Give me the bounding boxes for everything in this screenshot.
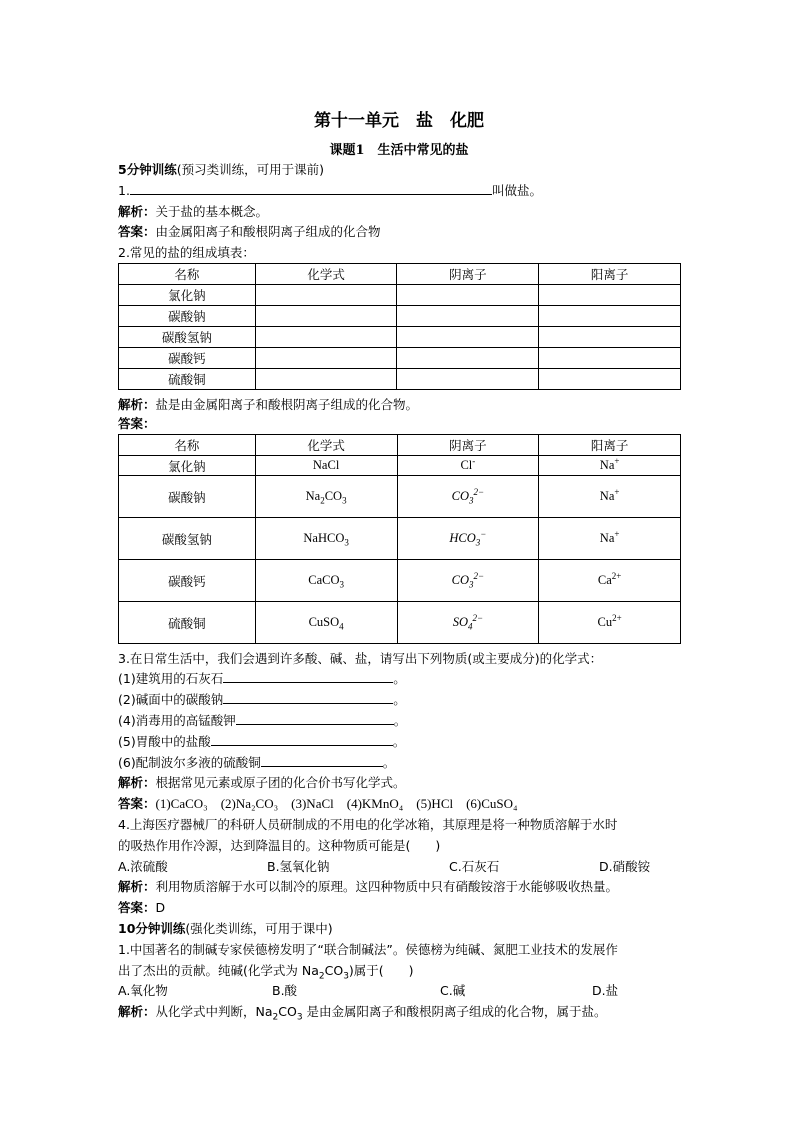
name-cell: 碳酸钙 bbox=[119, 348, 256, 369]
q3-answer bbox=[118, 794, 518, 813]
analysis-label: 解析： bbox=[118, 397, 156, 412]
formula-cell: $Na_2CO_3$ bbox=[255, 476, 397, 518]
fill-cell[interactable] bbox=[397, 348, 539, 369]
option-a: A.氧化物 bbox=[118, 983, 168, 998]
cation-cell: Na+ bbox=[539, 476, 681, 518]
section-heading-bold: 5分钟训练 bbox=[118, 162, 177, 177]
name-cell: 硫酸铜 bbox=[119, 369, 256, 390]
fill-cell[interactable] bbox=[397, 285, 539, 306]
q2-answer-label bbox=[118, 414, 156, 433]
name-cell: 碳酸钠 bbox=[119, 306, 256, 327]
q2-analysis bbox=[118, 395, 418, 414]
analysis-label: 解析： bbox=[118, 879, 156, 894]
q3-item: (5)胃酸中的盐酸 。 bbox=[118, 734, 406, 749]
anion-cell: $CO_3^{2-}$ bbox=[397, 560, 539, 602]
cation-cell: Na+ bbox=[539, 518, 681, 560]
q3-item: (1)建筑用的石灰石 。 bbox=[118, 671, 406, 686]
header-cell: 阳离子 bbox=[539, 264, 681, 285]
formula-cell: NaCl bbox=[255, 456, 397, 476]
answer-blank[interactable] bbox=[223, 670, 393, 683]
fill-cell[interactable] bbox=[255, 285, 397, 306]
answer-blank[interactable] bbox=[261, 754, 383, 767]
anion-cell: Cl- bbox=[397, 456, 539, 476]
fill-cell[interactable] bbox=[397, 369, 539, 390]
anion-cell: $CO_3^{2-}$ bbox=[397, 476, 539, 518]
header-cell: 名称 bbox=[119, 435, 256, 456]
blank-salt-table bbox=[118, 263, 681, 390]
table-row bbox=[119, 348, 681, 369]
q3-item: (4)消毒用的高锰酸钾 。 bbox=[118, 713, 407, 728]
fill-cell[interactable] bbox=[539, 306, 681, 327]
option-b: B.氢氧化钠 bbox=[267, 859, 330, 874]
fill-cell[interactable] bbox=[255, 306, 397, 327]
answer-salt-table bbox=[118, 434, 681, 644]
answer-label: 答案： bbox=[118, 224, 156, 239]
table-row bbox=[119, 456, 681, 476]
analysis-text: 根据常见元素或原子团的化合价书写化学式。 bbox=[155, 775, 406, 790]
table-row bbox=[119, 518, 681, 560]
q4-analysis bbox=[118, 877, 618, 896]
question-tail: 叫做盐。 bbox=[491, 183, 542, 198]
analysis-text: 盐是由金属阳离子和酸根阴离子组成的化合物。 bbox=[155, 397, 419, 412]
table-row bbox=[119, 306, 681, 327]
q5-analysis: 解析：从化学式中判断，$Na_2CO_3$ 是由金属阳离子和酸根阴离子组成的化合物，属于盐。 bbox=[118, 1004, 607, 1023]
header-cell: 阴离子 bbox=[397, 435, 539, 456]
name-cell: 碳酸氢钠 bbox=[119, 518, 256, 560]
table-row bbox=[119, 560, 681, 602]
fill-cell[interactable] bbox=[397, 306, 539, 327]
q1-answer bbox=[118, 222, 381, 241]
question-1 bbox=[118, 181, 542, 200]
option-d: D.盐 bbox=[592, 983, 619, 998]
q3-analysis bbox=[118, 773, 406, 792]
header-cell: 化学式 bbox=[255, 435, 397, 456]
table-header-row bbox=[119, 435, 681, 456]
answer-blank[interactable] bbox=[130, 182, 492, 195]
fill-cell[interactable] bbox=[539, 327, 681, 348]
fill-cell[interactable] bbox=[397, 327, 539, 348]
fill-cell[interactable] bbox=[255, 348, 397, 369]
option-b: B.酸 bbox=[272, 983, 298, 998]
question-number: 1. bbox=[118, 183, 130, 198]
formula-cell: CuSO$_4$ bbox=[255, 602, 397, 644]
q1-analysis bbox=[118, 202, 268, 221]
fill-cell[interactable] bbox=[539, 369, 681, 390]
question-2-prompt: 2.常见的盐的组成填表： bbox=[118, 245, 255, 260]
name-cell: 硫酸铜 bbox=[119, 602, 256, 644]
header-cell: 阴离子 bbox=[397, 264, 539, 285]
name-cell: 氯化钠 bbox=[119, 285, 256, 306]
header-cell: 化学式 bbox=[255, 264, 397, 285]
answer-text: 由金属阳离子和酸根阴离子组成的化合物 bbox=[155, 224, 381, 239]
question-3-prompt: 3.在日常生活中，我们会遇到许多酸、碱、盐，请写出下列物质(或主要成分)的化学式： bbox=[118, 651, 603, 666]
table-row bbox=[119, 602, 681, 644]
fill-cell[interactable] bbox=[539, 348, 681, 369]
section-heading-note: (预习类训练，可用于课前) bbox=[176, 162, 324, 177]
analysis-label: 解析： bbox=[118, 775, 156, 790]
fill-cell[interactable] bbox=[255, 327, 397, 348]
section-heading-bold: 10分钟训练 bbox=[118, 921, 186, 936]
answer-label: 答案： bbox=[118, 900, 156, 915]
header-cell: 阳离子 bbox=[539, 435, 681, 456]
q3-item: (6)配制波尔多液的硫酸铜 。 bbox=[118, 755, 396, 770]
answer-blank[interactable] bbox=[236, 712, 394, 725]
formula-cell: NaHCO$_3$ bbox=[255, 518, 397, 560]
answer-label: 答案： bbox=[118, 416, 156, 431]
cation-cell: $Cu^{2+}$ bbox=[539, 602, 681, 644]
option-c: C.石灰石 bbox=[449, 859, 500, 874]
table-row bbox=[119, 285, 681, 306]
q4-answer bbox=[118, 898, 165, 917]
table-row bbox=[119, 369, 681, 390]
fill-cell[interactable] bbox=[539, 285, 681, 306]
name-cell: 碳酸钠 bbox=[119, 476, 256, 518]
answer-text: D bbox=[155, 900, 166, 915]
option-d: D.硝酸铵 bbox=[599, 859, 651, 874]
section-heading-5min bbox=[118, 160, 324, 179]
option-c: C.碱 bbox=[440, 983, 466, 998]
answer-blank[interactable] bbox=[211, 733, 393, 746]
table-row bbox=[119, 476, 681, 518]
fill-cell[interactable] bbox=[255, 369, 397, 390]
answer-text: (1)CaCO₃ (2)Na₂CO₃ (3)NaCl (4)KMnO₄ (5)HCl (6)CuSO₄ bbox=[155, 796, 518, 811]
question-5-line-1: 1.中国著名的制碱专家侯德榜发明了“联合制碱法”。侯德榜为纯碱、氮肥工业技术的发展作 bbox=[118, 942, 618, 957]
cation-cell: $Ca^{2+}$ bbox=[539, 560, 681, 602]
answer-label: 答案： bbox=[118, 796, 156, 811]
anion-cell: $SO_4^{2-}$ bbox=[397, 602, 539, 644]
question-5-line-2: 出了杰出的贡献。纯碱(化学式为 $Na_2CO_3$)属于( ) bbox=[118, 963, 414, 982]
answer-blank[interactable] bbox=[223, 691, 393, 704]
name-cell: 碳酸氢钠 bbox=[119, 327, 256, 348]
table-header-row bbox=[119, 264, 681, 285]
formula-cell: CaCO$_3$ bbox=[255, 560, 397, 602]
question-4-line-1: 4.上海医疗器械厂的科研人员研制成的不用电的化学冰箱，其原理是将一种物质溶解于水时 bbox=[118, 817, 618, 832]
anion-cell: $HCO_3^-$ bbox=[397, 518, 539, 560]
q3-item: (2)碱面中的碳酸钠 。 bbox=[118, 692, 406, 707]
analysis-label: 解析： bbox=[118, 204, 156, 219]
table-row bbox=[119, 327, 681, 348]
analysis-text: 关于盐的基本概念。 bbox=[155, 204, 269, 219]
header-cell: 名称 bbox=[119, 264, 256, 285]
analysis-text: 利用物质溶解于水可以制冷的原理。这四种物质中只有硝酸铵溶于水能够吸收热量。 bbox=[155, 879, 619, 894]
lesson-subtitle: 课题1 生活中常见的盐 bbox=[329, 143, 469, 158]
section-heading-10min bbox=[118, 919, 333, 938]
question-4-line-2: 的吸热作用作冷源，达到降温目的。这种物质可能是( ) bbox=[118, 838, 441, 853]
page-title: 第十一单元 盐 化肥 bbox=[314, 111, 484, 131]
analysis-label: 解析： bbox=[118, 1004, 156, 1019]
cation-cell: Na+ bbox=[539, 456, 681, 476]
name-cell: 碳酸钙 bbox=[119, 560, 256, 602]
name-cell: 氯化钠 bbox=[119, 456, 256, 476]
option-a: A.浓硫酸 bbox=[118, 859, 168, 874]
section-heading-note: (强化类训练，可用于课中) bbox=[185, 921, 333, 936]
